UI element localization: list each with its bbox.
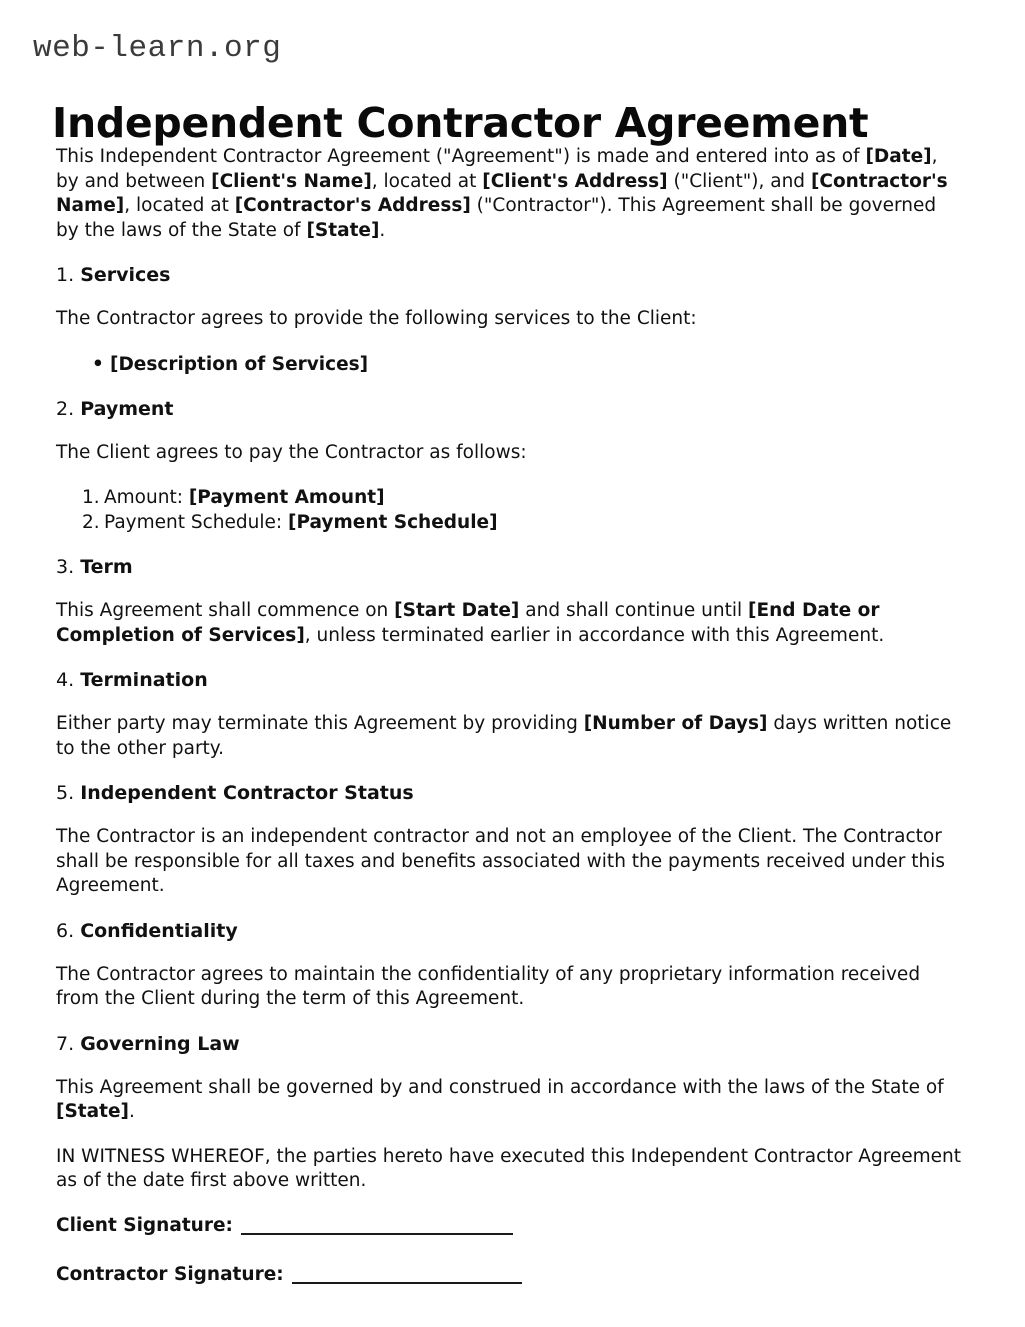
witness-paragraph: IN WITNESS WHEREOF, the parties hereto have executed this Independent Contractor Agreement as of the date first above written. — [56, 1145, 962, 1191]
section-title: Governing Law — [80, 1032, 240, 1055]
term-text-3: , unless terminated earlier in accordance with this Agreement. — [304, 624, 885, 646]
list-item — [82, 485, 962, 510]
section-number: 7. — [56, 1032, 75, 1055]
intro-text-3: , located at — [371, 170, 483, 192]
section-title: Confidentiality — [80, 919, 238, 942]
list-item-label: Amount: — [104, 487, 189, 508]
intro-text-4: ("Client"), and — [667, 170, 811, 192]
contractor-signature-line — [56, 1263, 962, 1287]
term-text-1: This Agreement shall commence on — [56, 600, 395, 621]
placeholder-start-date: [Start Date] — [394, 600, 520, 621]
section-title: Payment — [80, 397, 174, 420]
placeholder-state: [State] — [56, 1101, 129, 1122]
status-body: The Contractor is an independent contractor and not an employee of the Client. The Contractor shall be responsible for all taxes and benefits associated with the payments received under this Agreement. — [56, 826, 946, 896]
placeholder-contractor-name: [Contractor's Name] — [56, 170, 948, 216]
placeholder-end-date: [End Date or Completion of Services] — [56, 600, 880, 646]
section-number: 3. — [56, 556, 75, 578]
contractor-signature-rule[interactable] — [292, 1282, 522, 1284]
termination-text-2: days written notice to the other party. — [56, 713, 952, 759]
section-title: Services — [80, 264, 171, 286]
termination-body — [56, 712, 962, 761]
contractor-signature-label: Contractor Signature: — [56, 1263, 284, 1285]
site-logo: web-learn.org — [33, 31, 282, 66]
client-signature-line — [56, 1214, 962, 1238]
client-signature-label: Client Signature: — [56, 1214, 233, 1236]
payment-numbered-list — [56, 485, 962, 535]
governing-law-body — [56, 1076, 962, 1125]
intro-text-6: ("Contractor"). This Agreement shall be governed by the laws of the State of — [56, 195, 937, 241]
section-heading-confidentiality — [56, 919, 962, 943]
intro-paragraph — [56, 145, 962, 243]
signature-block — [56, 1214, 962, 1287]
section-heading-services — [56, 263, 962, 287]
intro-text-2: , by and between — [56, 146, 938, 192]
document-body — [56, 145, 962, 1312]
termination-text-1: Either party may terminate this Agreement by providing — [56, 713, 584, 734]
placeholder-state: [State] — [306, 219, 380, 241]
client-signature-rule[interactable] — [241, 1233, 513, 1235]
section-number: 1. — [56, 264, 75, 286]
intro-text-5: , located at — [124, 195, 235, 216]
services-bullet-list — [56, 352, 962, 377]
placeholder-contractor-address: [Contractor's Address] — [234, 195, 471, 216]
section-number: 4. — [56, 669, 75, 691]
list-item: • [Description of Services] — [110, 352, 962, 377]
placeholder-client-name: [Client's Name] — [211, 170, 372, 192]
intro-text-7: . — [379, 219, 386, 241]
confidentiality-body: The Contractor agrees to maintain the confidentiality of any proprietary information received from the Client during the term of this Agreement. — [56, 963, 921, 1009]
list-item-label: Payment Schedule: — [104, 512, 288, 533]
list-item — [82, 510, 962, 535]
section-heading-status — [56, 781, 962, 805]
placeholder-client-address: [Client's Address] — [482, 170, 668, 192]
section-number: 6. — [56, 919, 75, 942]
governing-law-text-2: . — [128, 1101, 135, 1122]
section-title: Term — [80, 556, 133, 578]
intro-text-1: This Independent Contractor Agreement ("Agreement") is made and entered into as of — [56, 146, 866, 167]
placeholder-number-of-days: [Number of Days] — [583, 713, 768, 734]
section-heading-term — [56, 555, 962, 579]
section-title: Termination — [80, 669, 208, 691]
services-body: The Contractor agrees to provide the following services to the Client: — [56, 308, 697, 329]
section-heading-termination — [56, 668, 962, 692]
section-heading-payment — [56, 397, 962, 421]
section-title: Independent Contractor Status — [80, 782, 414, 804]
term-text-2: and shall continue until — [519, 600, 748, 621]
page-title: Independent Contractor Agreement — [52, 99, 869, 148]
placeholder-payment-amount: [Payment Amount] — [188, 487, 385, 508]
governing-law-text-1: This Agreement shall be governed by and construed in accordance with the laws of the State of — [56, 1076, 944, 1098]
term-body — [56, 599, 962, 648]
payment-body: The Client agrees to pay the Contractor as follows: — [56, 441, 527, 463]
section-heading-governing-law — [56, 1032, 962, 1056]
placeholder-date: [Date] — [865, 146, 932, 167]
placeholder-payment-schedule: [Payment Schedule] — [288, 512, 498, 533]
section-number: 2. — [56, 397, 75, 420]
section-number: 5. — [56, 782, 75, 804]
